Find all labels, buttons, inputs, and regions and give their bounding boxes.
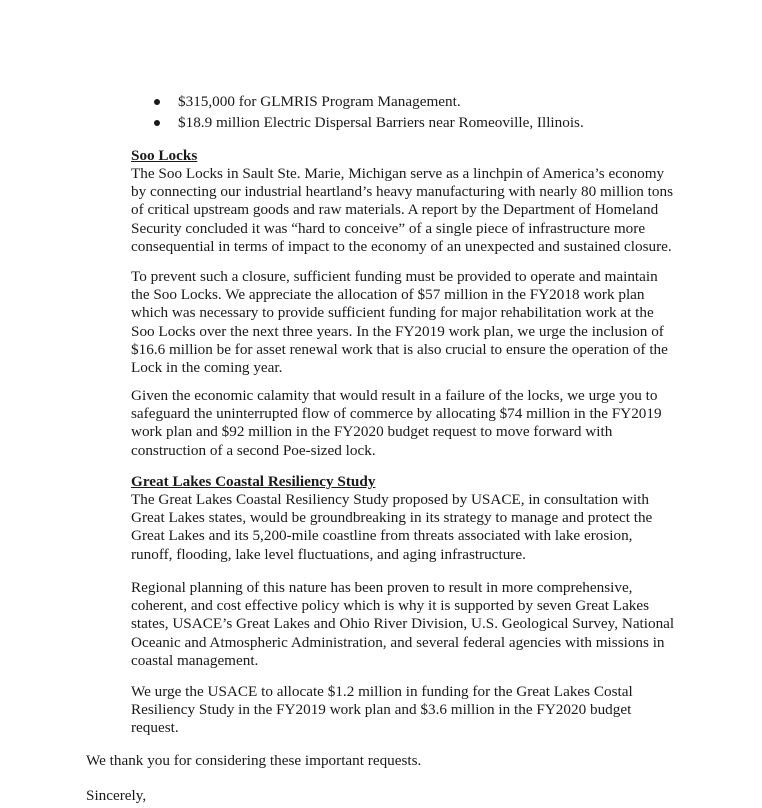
signoff-line: Sincerely, — [86, 787, 147, 804]
paragraph: We urge the USACE to allocate $1.2 million in funding for the Great Lakes Costal Resiliency Study in the FY2019 work plan and $3.6 million in the FY2020 budget request. — [131, 683, 633, 737]
funding-bullet-list — [152, 92, 712, 133]
bullet-item — [152, 92, 712, 113]
bullet-dot-icon — [154, 120, 160, 126]
bullet-dot-icon — [154, 99, 160, 105]
section-heading: Great Lakes Coastal Resiliency Study — [131, 473, 376, 490]
thanks-line: We thank you for considering these important requests. — [86, 752, 422, 769]
bullet-text: $315,000 for GLMRIS Program Management. — [178, 93, 461, 110]
soo-locks-paragraph-2 — [131, 268, 676, 377]
section-heading: Soo Locks — [131, 147, 198, 164]
soo-locks-paragraph-3 — [131, 387, 676, 460]
paragraph: Given the economic calamity that would result in a failure of the locks, we urge you to safeguard the uninterrupted flow of commerce by allocating $74 million in the FY2019 work plan and $92 million in the FY2020 budget request to move forward with construction of a second Poe-sized lock. — [131, 387, 662, 459]
soo-locks-section — [131, 147, 676, 256]
paragraph: The Great Lakes Coastal Resiliency Study proposed by USACE, in consultation with Great Lakes states, would be groundbreaking in its strategy to manage and protect the Great Lakes and its 5,200-mile coastline from threats associated with lake erosion, runoff, flooding, lake level fluctuations, and aging infrastructure. — [131, 491, 653, 563]
paragraph: Regional planning of this nature has been proven to result in more comprehensive, coherent, and cost effective policy which is why it is supported by seven Great Lakes states, USACE’s Great Lakes and Ohio River Division, U.S. Geological Survey, National Oceanic and Atmospheric Administration, and several federal agencies with missions in coastal management. — [131, 579, 675, 669]
bullet-item — [152, 113, 712, 134]
paragraph: To prevent such a closure, sufficient funding must be provided to operate and maintain the Soo Locks. We appreciate the allocation of $57 million in the FY2018 work plan which was necessary to provide sufficient funding for major rehabilitation work at the Soo Locks over the next three years. In the FY2019 work plan, we urge the inclusion of $16.6 million be for asset renewal work that is also crucial to ensure the operation of the Lock in the coming year. — [131, 268, 668, 377]
bullet-text: $18.9 million Electric Dispersal Barriers near Romeoville, Illinois. — [178, 113, 584, 131]
coastal-study-paragraph-3 — [131, 683, 676, 738]
coastal-study-section — [131, 473, 676, 564]
paragraph: The Soo Locks in Sault Ste. Marie, Michigan serve as a linchpin of America’s economy by connecting our industrial heartland’s heavy manufacturing with nearly 80 million tons of critical upstream goods and raw materials. A report by the Department of Homeland Security concluded it was “hard to conceive” of a single piece of infrastructure more consequential in terms of impact to the economy of an unexpected and sustained closure. — [131, 165, 673, 255]
coastal-study-paragraph-2 — [131, 579, 676, 670]
